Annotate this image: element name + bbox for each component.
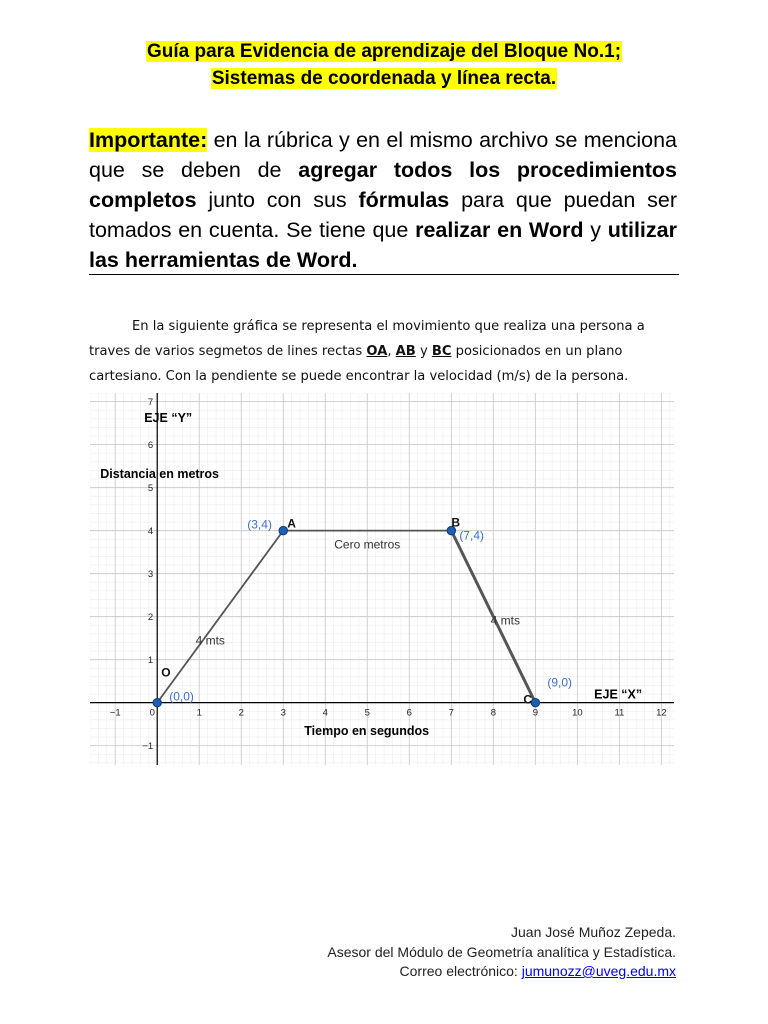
x-tick-label: 12	[656, 707, 667, 719]
point-name: A	[287, 516, 296, 531]
x-tick-label: 7	[448, 707, 454, 719]
point-a	[279, 526, 287, 534]
segment-oa: OA	[366, 344, 388, 359]
author-name: Juan José Muñoz Zepeda.	[511, 924, 676, 940]
x-tick-label: 9	[532, 707, 539, 719]
segment-label: Cero metros	[334, 537, 401, 552]
notice-bold-1: agregar todos los procedimientos completos	[89, 158, 677, 212]
point-coordinate: (3,4)	[247, 517, 272, 532]
notice-bold-2: fórmulas	[358, 188, 450, 212]
title-line-2: Sistemas de coordenada y línea recta.	[211, 68, 557, 89]
y-tick-label: −1	[142, 741, 154, 753]
important-notice	[89, 125, 677, 275]
point-coordinate: (9,0)	[547, 675, 573, 690]
separator-line	[89, 274, 679, 275]
x-axis-label: Tiempo en segundos	[304, 723, 430, 738]
notice-text-3: para que puedan ser tomados en cuenta. Se tiene que	[89, 188, 677, 242]
y-tick-label: 6	[147, 440, 154, 452]
x-tick-label: 10	[572, 707, 583, 719]
point-c	[531, 698, 539, 706]
point-o	[153, 698, 161, 706]
x-tick-label: 0	[149, 707, 155, 719]
axes	[90, 393, 674, 765]
point-name: C	[523, 692, 533, 707]
footer	[327, 923, 676, 982]
intro-text-2: posicionados en un plano cartesiano. Con la pendiente se puede encontrar la velocidad (m/s) de la persona.	[89, 344, 629, 384]
y-tick-label: 1	[147, 655, 154, 667]
y-axis-label: Distancia en metros	[100, 467, 220, 482]
cartesian-graph	[90, 393, 674, 765]
document-title	[0, 38, 768, 92]
notice-text-2: junto con sus	[196, 188, 359, 212]
notice-text-4: y	[583, 218, 608, 242]
title-line-1: Guía para Evidencia de aprendizaje del Bloque No.1;	[146, 41, 622, 62]
y-tick-label: 4	[147, 526, 154, 538]
author-role: Asesor del Módulo de Geometría analítica y Estadística.	[327, 943, 676, 960]
notice-text-1: en la rúbrica y en el mismo archivo se menciona que se deben de	[89, 128, 677, 182]
y-axis-name: EJE “Y”	[144, 411, 193, 426]
point-coordinate: (7,4)	[459, 528, 485, 543]
email-label: Correo electrónico:	[399, 963, 522, 979]
x-tick-label: 5	[364, 707, 370, 719]
point-name: B	[451, 515, 460, 530]
x-tick-label: 8	[490, 707, 496, 719]
intro-sep-2: y	[415, 344, 432, 359]
segment-label: 4 mts	[195, 633, 225, 648]
y-tick-label: 3	[147, 569, 154, 581]
x-tick-label: 2	[238, 707, 244, 719]
segment-label: 4 mts	[490, 613, 521, 628]
y-tick-label: 5	[147, 483, 154, 495]
notice-bold-3: realizar en Word	[415, 218, 584, 242]
email-line	[327, 962, 676, 982]
y-tick-label: 2	[147, 612, 154, 624]
important-label: Importante:	[89, 128, 208, 152]
x-tick-label: 1	[196, 707, 202, 719]
segment-ab: AB	[395, 344, 416, 359]
intro-text-1: En la siguiente gráfica se representa el movimiento que realiza una persona a traves de varios segmetos de lines rectas	[89, 319, 645, 359]
intro-sep-1: ,	[387, 344, 396, 359]
point-coordinate: (0,0)	[169, 689, 194, 704]
intro-paragraph	[89, 314, 679, 389]
x-tick-label: 11	[614, 707, 625, 719]
x-axis-name: EJE “X”	[594, 687, 643, 702]
y-tick-label: 7	[147, 397, 154, 409]
segment-bc: BC	[431, 344, 452, 359]
email-link[interactable]: jumunozz@uveg.edu.mx	[521, 963, 676, 979]
x-tick-label: 6	[406, 707, 412, 719]
grid	[90, 393, 674, 765]
notice-bold-4: utilizar las herramientas de Word.	[89, 218, 677, 272]
x-tick-label: 3	[280, 707, 286, 719]
x-tick-label: −1	[109, 707, 121, 719]
point-name: O	[161, 665, 171, 680]
x-tick-label: 4	[322, 707, 328, 719]
